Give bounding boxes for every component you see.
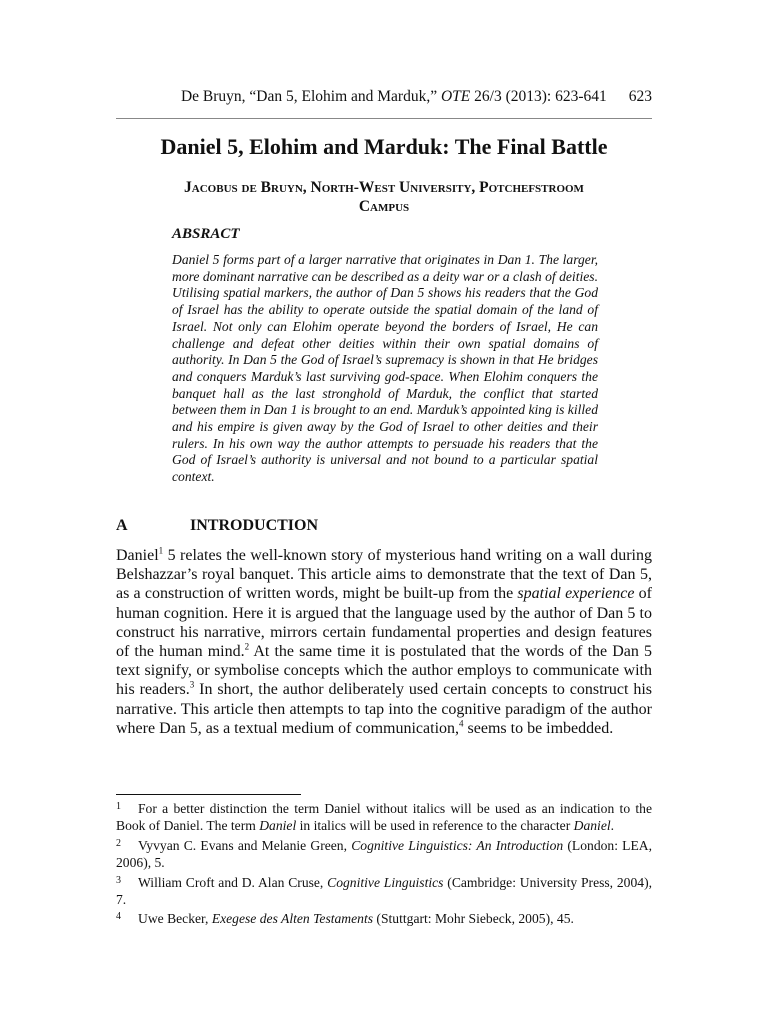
citation-prefix: De Bruyn, “Dan 5, Elohim and Marduk,” [180, 88, 441, 105]
section-heading [116, 517, 319, 535]
footnote-number: 1 [116, 801, 121, 812]
author-affiliation [116, 178, 652, 216]
body-text: Daniel [116, 547, 159, 564]
footnote-number: 4 [116, 911, 121, 923]
page-number: 623 [628, 88, 652, 105]
article-title: Daniel 5, Elohim and Marduk: The Final Battle [160, 134, 608, 159]
body-text: At the same time it is postulated that the words of the Dan 5 text signify, or symbolise concepts which the author employs to communicate with his readers. [116, 643, 653, 699]
footnote-text: (Stuttgart: Mohr Siebeck, 2005), 45. [373, 911, 574, 927]
footnote-text: Vyvyan C. Evans and Melanie Green, [138, 837, 352, 853]
citation-suffix: 26/3 (2013): 623-641 [470, 88, 607, 105]
footnote-1 [116, 798, 652, 835]
body-paragraph [116, 546, 652, 738]
footnote-text: (London: LEA, 2006), 5. [116, 837, 653, 871]
section-letter: A [116, 517, 128, 534]
footnote-italic: Exegese des Alten Testaments [211, 911, 374, 927]
footnote-text: (Cambridge: University Press, 2004), 7. [116, 874, 652, 908]
journal-name: OTE [440, 88, 471, 105]
abstract-text: Daniel 5 forms part of a larger narrative that originates in Dan 1. The larger, more dominant narrative can be described as a deity war or a clash of deities. Utilising spatial markers, the author of Dan 5 shows his readers that the God of Israel has the ability to operate outside the spatial domain of the land of Israel. Not only can Elohim operate beyond the borders of Israel, He can challenge and defeat other deities within their own spatial domains of authority. In Dan 5 the God of Israel’s supremacy is shown in that He bridges and conquers Marduk’s last surviving god-space. When Elohim conquers the banquet hall as the last stronghold of Marduk, the conflict that started between them in Dan 1 is brought to an end. Marduk’s appointed king is killed and his empire is given away by the God of Israel to other deities and their rulers. In his own way the author attempts to persuade his readers that the God of Israel’s authority is universal and not bound to a particular spatial context. [172, 252, 598, 485]
author-line-2: Campus [358, 198, 410, 215]
footnote-ref-3[interactable]: 3 [189, 680, 195, 691]
footnote-italic: Cognitive Linguistics: An Introduction [351, 837, 564, 853]
footnote-number: 3 [116, 874, 121, 886]
author-line-1: Jacobus de Bruyn, North-West University, Potchefstroom [184, 179, 584, 196]
body-text: In short, the author deliberately used certain concepts to construct his narrative. This article then attempts to tap into the cognitive paradigm of the author where Dan 5, as a textual medium of communication, [116, 681, 653, 737]
footnote-rule [116, 794, 301, 795]
footnote-text: . [610, 818, 615, 834]
body-text: of human cognition. Here it is argued that the language used by the author of Dan 5 to construct his narrative, mirrors certain fundamental properties and design features of the human mind. [116, 585, 653, 661]
footnote-italic: Daniel [259, 818, 297, 834]
body-text: 5 relates the well-known story of mysterious hand writing on a wall during Belshazzar’s royal banquet. This article aims to demonstrate that the text of Dan 5, as a construction of written words, might be built-up from the [116, 547, 652, 603]
footnote-text: For a better distinction the term Daniel without italics will be used as an indication to the Book of Daniel. The term [116, 801, 652, 834]
footnote-number: 2 [116, 837, 121, 849]
body-text: seems to be imbedded. [463, 719, 614, 737]
running-head [116, 88, 652, 106]
abstract-heading: ABSRACT [172, 226, 240, 242]
footnote-text: in italics will be used in reference to the character [296, 818, 574, 834]
footnote-italic: Cognitive Linguistics [327, 874, 444, 890]
section-title: INTRODUCTION [190, 517, 319, 534]
footnote-text: Uwe Becker, [138, 911, 212, 927]
footnote-3 [116, 872, 652, 909]
footnote-text: William Croft and D. Alan Cruse, [138, 874, 328, 890]
footnotes [116, 798, 652, 928]
footnote-ref-1[interactable]: 1 [158, 545, 164, 556]
footnote-ref-4[interactable]: 4 [459, 718, 464, 729]
footnote-ref-2[interactable]: 2 [244, 641, 250, 652]
footnote-2 [116, 835, 652, 872]
footnote-4 [116, 908, 652, 927]
header-rule [116, 118, 652, 119]
footnote-italic: Daniel [573, 818, 611, 834]
body-emphasis: spatial experience [517, 585, 635, 603]
